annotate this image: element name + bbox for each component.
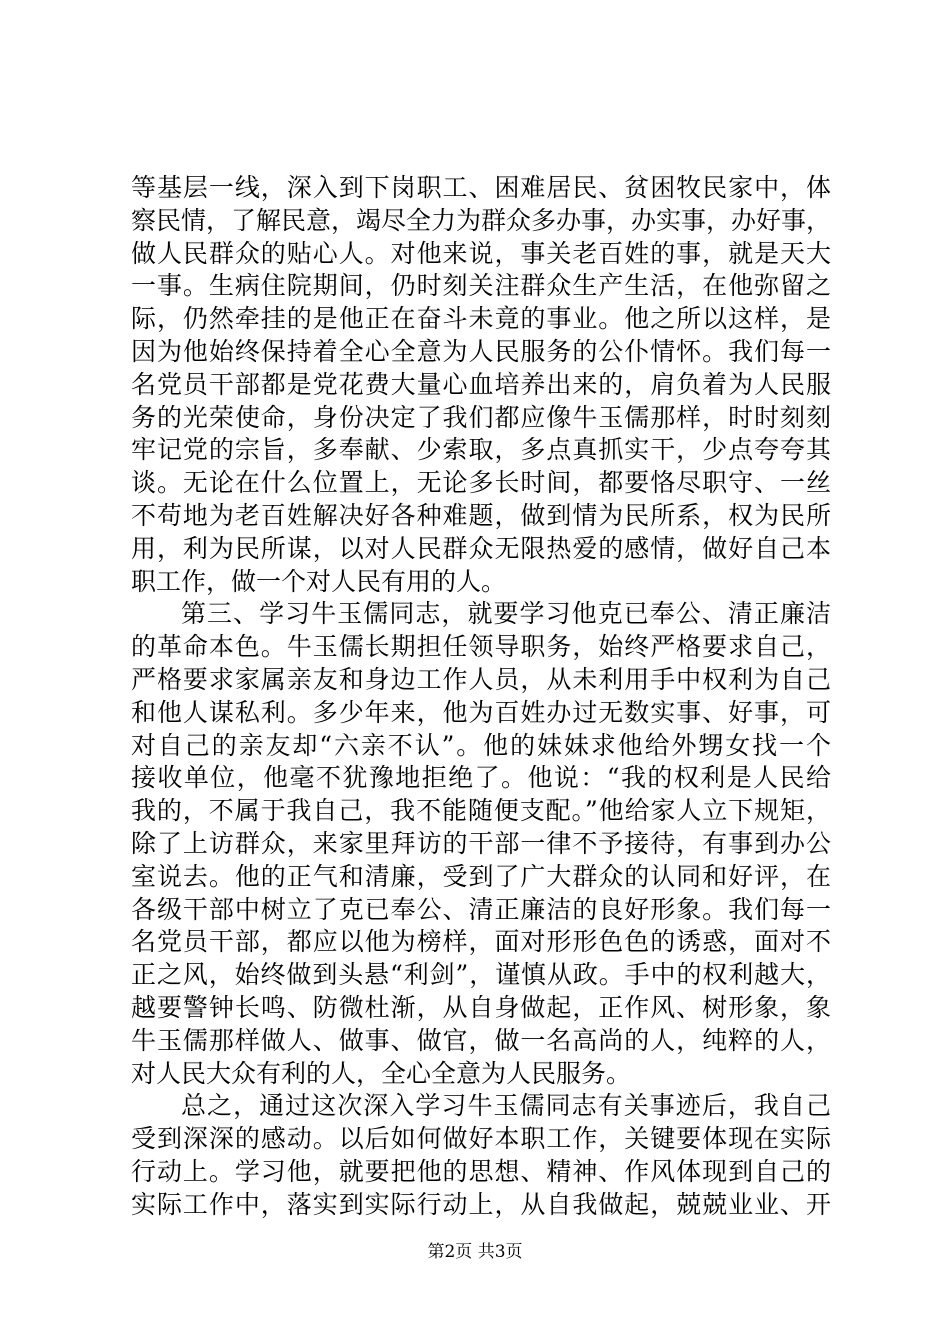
text-line: 察民情，了解民意，竭尽全力为群众多办事，办实事，办好事， [131,205,832,235]
text-line: 名党员干部都是党花费大量心血培养出来的，肩负着为人民服 [131,369,831,399]
text-line: 务的光荣使命，身份决定了我们都应像牛玉儒那样，时时刻刻 [131,402,831,432]
text-line: 行动上。学习他，就要把他的思想、精神、作风体现到自己的 [131,1156,831,1186]
text-line: 室说去。他的正气和清廉，受到了广大群众的认同和好评，在 [131,861,831,891]
page-footer: 第2页 共3页 [427,1242,523,1262]
text-line: 总之，通过这次深入学习牛玉儒同志有关事迹后，我自己 [181,1091,831,1121]
text-line: 因为他始终保持着全心全意为人民服务的公仆情怀。我们每一 [131,336,831,366]
text-line: 际，仍然牵挂的是他正在奋斗未竟的事业。他之所以这样，是 [131,304,831,334]
text-line: 和他人谋私利。多少年来，他为百姓办过无数实事、好事，可 [131,697,831,727]
text-line: 接收单位，他毫不犹豫地拒绝了。他说：“我的权利是人民给 [131,763,831,793]
text-line: 等基层一线，深入到下岗职工、困难居民、贫困牧民家中，体 [131,173,831,202]
text-line: 对自己的亲友却“六亲不认”。他的妹妹求他给外甥女找一个 [131,730,831,760]
text-line: 的革命本色。牛玉儒长期担任领导职务，始终严格要求自己， [131,632,831,662]
text-line: 第三、学习牛玉儒同志，就要学习他克已奉公、清正廉洁 [181,599,831,629]
document-body [131,172,831,1222]
text-line: 我的，不属于我自己，我不能随便支配。”他给家人立下规矩， [131,796,831,826]
text-line: 做人民群众的贴心人。对他来说，事关老百姓的事，就是天大 [131,238,831,268]
text-line: 受到深深的感动。以后如何做好本职工作，关键要体现在实际 [131,1124,831,1154]
text-line: 实际工作中，落实到实际行动上，从自我做起，兢兢业业、开 [131,1189,831,1219]
text-line: 除了上访群众，来家里拜访的干部一律不予接待，有事到办公 [131,828,831,858]
text-line: 职工作，做一个对人民有用的人。 [131,566,507,596]
text-line: 牛玉儒那样做人、做事、做官，做一名高尚的人，纯粹的人， [131,1025,831,1055]
text-line: 一事。生病住院期间，仍时刻关注群众生产生活，在他弥留之 [131,271,831,301]
text-line: 越要警钟长鸣、防微杜渐，从自身做起，正作风、树形象，象 [131,992,831,1022]
text-line: 正之风，始终做到头悬“利剑”，谨慎从政。手中的权利越大， [131,960,831,990]
text-line: 严格要求家属亲友和身边工作人员，从未利用手中权利为自己 [131,664,831,694]
text-line: 牢记党的宗旨，多奉献、少索取，多点真抓实干，少点夸夸其 [131,435,831,465]
text-line: 用，利为民所谋，以对人民群众无限热爱的感情，做好自己本 [131,533,831,563]
text-line: 名党员干部，都应以他为榜样，面对形形色色的诱惑，面对不 [131,927,831,957]
text-line: 不苟地为老百姓解决好各种难题，做到情为民所系，权为民所 [131,500,831,530]
text-line: 各级干部中树立了克已奉公、清正廉洁的良好形象。我们每一 [131,894,831,924]
text-line: 对人民大众有利的人，全心全意为人民服务。 [131,1058,632,1088]
text-line: 谈。无论在什么位置上，无论多长时间，都要恪尽职守、一丝 [131,468,831,498]
